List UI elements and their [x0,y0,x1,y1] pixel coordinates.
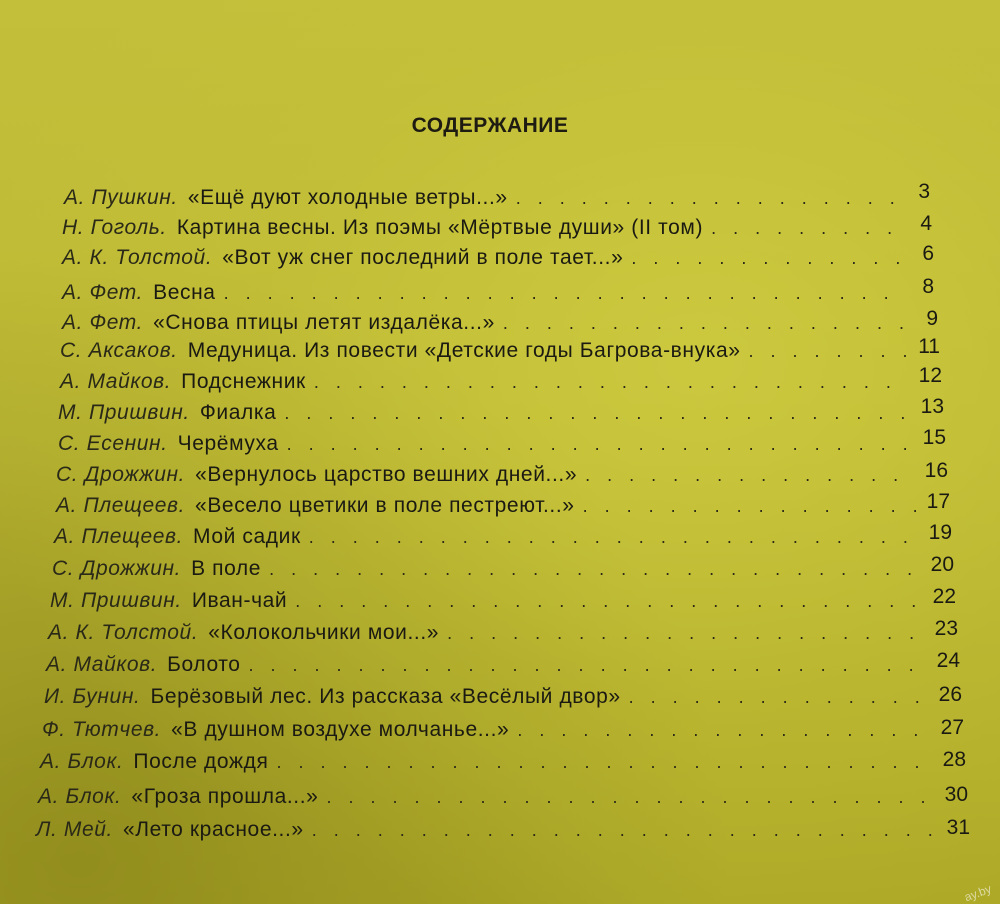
toc-author: Н. Гоголь. [62,216,167,239]
toc-entry [40,748,966,776]
toc-page-number: 22 [932,585,956,608]
toc-author: А. Фет. [62,311,144,334]
toc-entry [56,492,950,520]
toc-title: «Вот уж снег последний в поле тает...» [222,246,624,269]
toc-dot-leader [629,683,928,711]
toc-entry [58,395,944,427]
toc-title: «Ещё дуют холодные ветры...» [187,186,508,209]
toc-title: После дождя [133,750,269,773]
toc-entry [62,244,934,272]
toc-page-number: 8 [922,275,934,298]
toc-author: А. К. Толстой. [48,621,199,644]
toc-title: «Весело цветики в поле пестреют...» [195,494,575,517]
toc-dot-leader [585,461,914,489]
toc-dot-leader [284,399,910,427]
toc-entry [46,651,960,679]
toc-dot-leader [249,651,926,679]
toc-entry [44,683,962,711]
toc-entry [36,816,970,844]
toc-dot-leader [276,748,932,776]
toc-author: А. Майков. [46,653,158,676]
toc-dot-leader [287,430,912,458]
site-watermark: ay.by [962,881,994,904]
toc-dot-leader [309,523,918,551]
toc-author: А. Плещеев. [56,494,186,517]
toc-page-number: 28 [942,748,966,771]
toc-author: М. Пришвин. [50,589,182,612]
toc-dot-leader [224,279,900,307]
toc-title: Черёмуха [177,432,279,455]
toc-author: А. Пушкин. [64,186,178,209]
toc-title: «Вернулось царство вешних дней...» [195,463,578,486]
toc-title: Мой садик [193,525,301,548]
toc-author: С. Аксаков. [60,339,178,362]
toc-dot-leader [295,587,922,615]
toc-entry [42,716,964,744]
toc-title: «В душном воздухе молчанье...» [171,718,510,741]
toc-entry [62,214,932,242]
toc-entry [52,555,954,583]
toc-page-number: 13 [920,395,944,418]
toc-dot-leader [711,214,898,242]
toc-entry [64,180,930,212]
toc-title: Подснежник [181,370,306,393]
toc-author: Ф. Тютчев. [42,718,162,741]
toc-entry [48,619,958,647]
toc-author: А. Фет. [62,281,144,304]
toc-entry [54,523,952,551]
toc-page-number: 19 [928,521,952,544]
toc-dot-leader [503,309,904,337]
contents-heading: СОДЕРЖАНИЕ [411,114,569,137]
toc-author: Л. Мей. [36,818,113,841]
toc-dot-leader [447,619,924,647]
toc-author: А. К. Толстой. [62,246,213,269]
toc-entry [38,783,968,811]
toc-page-number: 30 [944,783,968,806]
toc-entry [58,426,946,458]
toc-page-number: 6 [922,242,934,265]
toc-dot-leader [749,337,906,365]
toc-page-number: 26 [938,683,962,706]
toc-title: «Лето красное...» [122,818,304,841]
toc-page-number: 16 [924,459,948,482]
toc-author: И. Бунин. [44,685,141,708]
toc-page-number: 31 [946,816,970,839]
toc-page-number: 12 [918,364,942,387]
toc-entry [60,364,942,396]
toc-page-number: 20 [930,553,954,576]
toc-title: Весна [153,281,216,304]
toc-title: Медуница. Из повести «Детские годы Багрова-внука» [187,339,741,362]
toc-title: Берёзовый лес. Из рассказа «Весёлый двор» [150,685,621,708]
toc-author: А. Майков. [60,370,172,393]
toc-author: С. Дрожжин. [56,463,186,486]
toc-dot-leader [516,184,896,212]
toc-title: «Гроза прошла...» [131,785,319,808]
toc-dot-leader [583,492,916,520]
toc-author: С. Дрожжин. [52,557,182,580]
toc-entry [62,309,938,337]
toc-page-number: 24 [936,649,960,672]
toc-page-number: 9 [926,307,938,330]
toc-page-number: 27 [940,716,964,739]
toc-dot-leader [517,716,930,744]
toc-title: Иван-чай [191,589,288,612]
toc-title: «Снова птицы летят издалёка...» [153,311,495,334]
toc-title: В поле [191,557,262,580]
toc-title: Картина весны. Из поэмы «Мёртвые души» (II том) [176,216,704,239]
toc-title: «Колокольчики мои...» [208,621,440,644]
toc-author: М. Пришвин. [58,401,190,424]
toc-dot-leader [269,555,920,583]
toc-entry [62,275,934,307]
toc-dot-leader [314,368,908,396]
toc-entry [56,461,948,489]
toc-entry [60,337,940,365]
toc-author: А. Блок. [38,785,122,808]
toc-author: С. Есенин. [58,432,168,455]
toc-page-number: 23 [934,617,958,640]
toc-title: Фиалка [199,401,277,424]
toc-author: А. Плещеев. [54,525,184,548]
toc-dot-leader [312,816,936,844]
toc-page-number: 3 [918,180,930,203]
toc-dot-leader [326,783,934,811]
toc-title: Болото [167,653,241,676]
toc-page-number: 11 [918,335,940,358]
toc-author: А. Блок. [40,750,124,773]
toc-page-number: 15 [922,426,946,449]
toc-dot-leader [631,244,900,272]
toc-entry [50,587,956,615]
toc-page-number: 4 [920,212,932,235]
toc-page-number: 17 [926,490,950,513]
